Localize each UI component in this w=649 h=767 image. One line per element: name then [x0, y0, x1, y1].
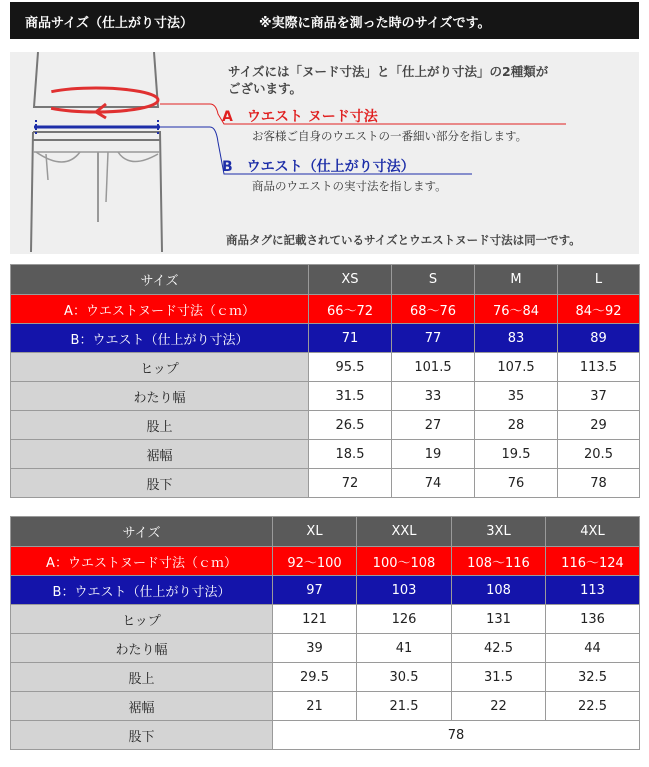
table-cell: 37 — [558, 382, 640, 411]
table-row-inseam — [11, 721, 640, 750]
row-label: A：ウエストヌード寸法（ｃｍ） — [11, 547, 273, 576]
table-cell: 39 — [273, 634, 357, 663]
table-cell-merged: 78 — [273, 721, 640, 750]
size-col-4xl: 4XL — [546, 517, 640, 547]
intro-line-1: サイズには「ヌード寸法」と「仕上がり寸法」の2種類が — [228, 64, 549, 79]
table-cell: 126 — [357, 605, 452, 634]
table-cell: 121 — [273, 605, 357, 634]
table-cell: 35 — [475, 382, 558, 411]
table-cell: 31.5 — [452, 663, 546, 692]
table-row-hip — [11, 605, 640, 634]
header-bar — [10, 2, 639, 39]
size-col-3xl: 3XL — [452, 517, 546, 547]
table-cell: 92～100 — [273, 547, 357, 576]
table-cell: 76 — [475, 469, 558, 498]
table-cell: 29.5 — [273, 663, 357, 692]
size-col-m: M — [475, 265, 558, 295]
table-cell: 107.5 — [475, 353, 558, 382]
table-row-hem — [11, 440, 640, 469]
table-cell: 83 — [475, 324, 558, 353]
b-finished-waist-desc: 商品のウエストの実寸法を指します。 — [252, 179, 447, 193]
table-header-row — [11, 265, 640, 295]
table-cell: 21 — [273, 692, 357, 721]
row-label: 股下 — [11, 469, 309, 498]
table-cell: 29 — [558, 411, 640, 440]
table-cell: 89 — [558, 324, 640, 353]
row-label: わたり幅 — [11, 382, 309, 411]
table-cell: 71 — [309, 324, 392, 353]
row-label: わたり幅 — [11, 634, 273, 663]
table-row-inseam — [11, 469, 640, 498]
diagram-intro — [228, 63, 548, 97]
table-cell: 72 — [309, 469, 392, 498]
table-cell: 68～76 — [392, 295, 475, 324]
table-cell: 21.5 — [357, 692, 452, 721]
row-label: B：ウエスト（仕上がり寸法） — [11, 576, 273, 605]
size-table-1 — [10, 264, 640, 498]
table-row-finished-waist — [11, 576, 640, 605]
table-cell: 22 — [452, 692, 546, 721]
table-cell: 18.5 — [309, 440, 392, 469]
table-cell: 44 — [546, 634, 640, 663]
table-cell: 27 — [392, 411, 475, 440]
table-cell: 20.5 — [558, 440, 640, 469]
table-cell: 108 — [452, 576, 546, 605]
table-row-thigh — [11, 382, 640, 411]
table-row-rise — [11, 411, 640, 440]
table-cell: 97 — [273, 576, 357, 605]
table-cell: 19.5 — [475, 440, 558, 469]
table-row-thigh — [11, 634, 640, 663]
table-cell: 136 — [546, 605, 640, 634]
table-cell: 77 — [392, 324, 475, 353]
size-table-2 — [10, 516, 640, 750]
table-cell: 113 — [546, 576, 640, 605]
table-row-hem — [11, 692, 640, 721]
table-row-finished-waist — [11, 324, 640, 353]
table-cell: 84～92 — [558, 295, 640, 324]
a-nude-waist-desc: お客様ご自身のウエストの一番細い部分を指します。 — [252, 129, 528, 143]
size-col-s: S — [392, 265, 475, 295]
table-cell: 116～124 — [546, 547, 640, 576]
a-nude-waist-title: A ウエスト ヌード寸法 — [222, 109, 378, 125]
diagram-footnote: 商品タグに記載されているサイズとウエストヌード寸法は同一です。 — [226, 233, 581, 247]
table-cell: 76～84 — [475, 295, 558, 324]
waist-diagram — [10, 52, 639, 254]
table-cell: 131 — [452, 605, 546, 634]
table-cell: 113.5 — [558, 353, 640, 382]
row-label: 裾幅 — [11, 440, 309, 469]
table-cell: 33 — [392, 382, 475, 411]
table-cell: 74 — [392, 469, 475, 498]
size-col-xs: XS — [309, 265, 392, 295]
row-label: 股上 — [11, 411, 309, 440]
size-header-label: サイズ — [11, 517, 273, 547]
table-cell: 26.5 — [309, 411, 392, 440]
table-cell: 41 — [357, 634, 452, 663]
table-row-nude-waist — [11, 547, 640, 576]
table-cell: 30.5 — [357, 663, 452, 692]
table-cell: 66～72 — [309, 295, 392, 324]
row-label: A：ウエストヌード寸法（ｃｍ） — [11, 295, 309, 324]
size-col-xl: XL — [273, 517, 357, 547]
table-cell: 19 — [392, 440, 475, 469]
table-row-nude-waist — [11, 295, 640, 324]
table-cell: 103 — [357, 576, 452, 605]
table-cell: 101.5 — [392, 353, 475, 382]
page-title: 商品サイズ（仕上がり寸法） — [25, 16, 193, 31]
row-label: ヒップ — [11, 353, 309, 382]
row-label: ヒップ — [11, 605, 273, 634]
header-note: ※実際に商品を測った時のサイズです。 — [259, 16, 491, 31]
size-header-label: サイズ — [11, 265, 309, 295]
table-cell: 100～108 — [357, 547, 452, 576]
b-finished-waist-title: B ウエスト（仕上がり寸法） — [222, 159, 415, 175]
table-cell: 22.5 — [546, 692, 640, 721]
row-label: 股下 — [11, 721, 273, 750]
size-col-l: L — [558, 265, 640, 295]
table-cell: 108～116 — [452, 547, 546, 576]
row-label: 股上 — [11, 663, 273, 692]
size-col-xxl: XXL — [357, 517, 452, 547]
row-label: 裾幅 — [11, 692, 273, 721]
table-row-hip — [11, 353, 640, 382]
table-cell: 42.5 — [452, 634, 546, 663]
table-row-rise — [11, 663, 640, 692]
table-header-row — [11, 517, 640, 547]
table-cell: 78 — [558, 469, 640, 498]
intro-line-2: ございます。 — [228, 81, 303, 96]
table-cell: 31.5 — [309, 382, 392, 411]
table-cell: 28 — [475, 411, 558, 440]
table-cell: 32.5 — [546, 663, 640, 692]
row-label: B：ウエスト（仕上がり寸法） — [11, 324, 309, 353]
table-cell: 95.5 — [309, 353, 392, 382]
